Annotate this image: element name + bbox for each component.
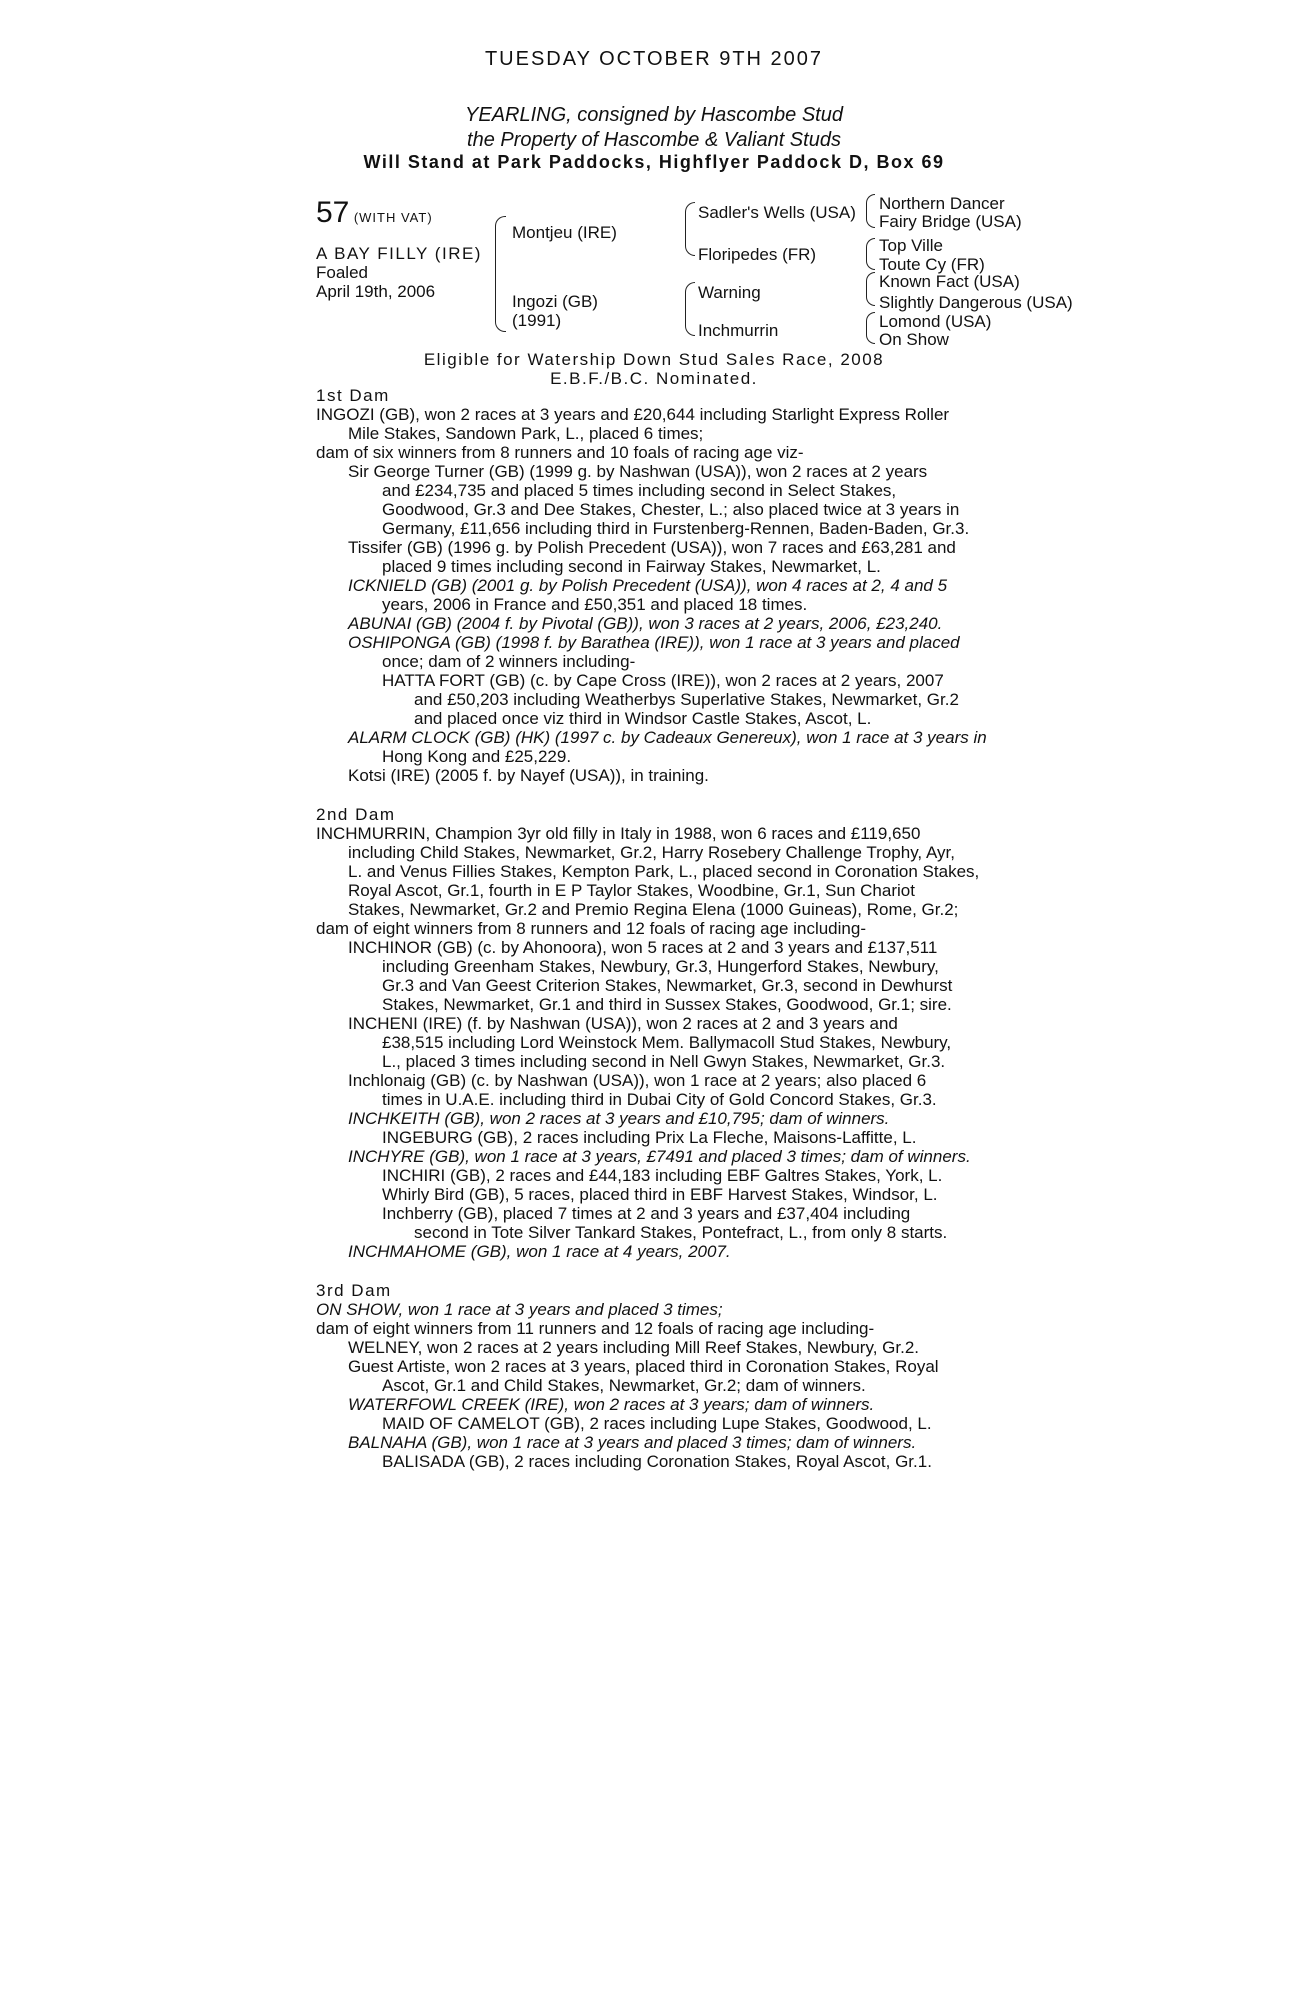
second-dam-line: INCHIRI (GB), 2 races and £44,183 including EBF Galtres Stakes, York, L.	[382, 1166, 943, 1185]
pedigree-gen3-2: Fairy Bridge (USA)	[879, 212, 1022, 231]
first-dam-line: Mile Stakes, Sandown Park, L., placed 6 times;	[348, 424, 704, 443]
second-dam-line: INCHMURRIN, Champion 3yr old filly in Italy in 1988, won 6 races and £119,650	[316, 824, 921, 843]
second-dam-line: Royal Ascot, Gr.1, fourth in E P Taylor Stakes, Woodbine, Gr.1, Sun Chariot	[348, 881, 915, 900]
first-dam-line: dam of six winners from 8 runners and 10 foals of racing age viz-	[316, 443, 804, 462]
second-dam-line: times in U.A.E. including third in Dubai City of Gold Concord Stakes, Gr.3.	[382, 1090, 937, 1109]
foaled-date: April 19th, 2006	[316, 282, 436, 301]
first-dam-line: OSHIPONGA (GB) (1998 f. by Barathea (IRE)), won 1 race at 3 years and placed	[348, 633, 960, 652]
stand-location: Will Stand at Park Paddocks, Highflyer Paddock D, Box 69	[363, 152, 945, 172]
first-dam-line: Hong Kong and £25,229.	[382, 747, 572, 766]
second-dam-line: £38,515 including Lord Weinstock Mem. Ballymacoll Stud Stakes, Newbury,	[382, 1033, 952, 1052]
first-dam-line: Kotsi (IRE) (2005 f. by Nayef (USA)), in training.	[348, 766, 709, 785]
pedigree-gen3-6: Slightly Dangerous (USA)	[879, 293, 1073, 312]
lot-number-block	[316, 196, 433, 230]
second-dam-line: INCHKEITH (GB), won 2 races at 3 years and £10,795; dam of winners.	[348, 1109, 890, 1128]
first-dam-line: Goodwood, Gr.3 and Dee Stakes, Chester, L.; also placed twice at 3 years in	[382, 500, 960, 519]
pedigree-brace-sire	[685, 202, 695, 256]
consignor-line: YEARLING, consigned by Hascombe Stud	[465, 104, 843, 126]
pedigree-gen3-8: On Show	[879, 330, 949, 349]
lot-number: 57	[316, 196, 350, 229]
pedigree-gen3-4: Toute Cy (FR)	[879, 255, 985, 274]
pedigree-dam-year: (1991)	[512, 311, 562, 330]
third-dam-line: Ascot, Gr.1 and Child Stakes, Newmarket, Gr.2; dam of winners.	[382, 1376, 866, 1395]
first-dam-line: ALARM CLOCK (GB) (HK) (1997 c. by Cadeaux Genereux), won 1 race at 3 years in	[348, 728, 987, 747]
pedigree-gen3-1: Northern Dancer	[879, 194, 1005, 213]
pedigree-gen3-3: Top Ville	[879, 236, 943, 255]
lot-horse-name: A BAY FILLY (IRE)	[316, 244, 482, 263]
pedigree-dam-sire: Warning	[698, 283, 761, 302]
first-dam-line: once; dam of 2 winners including-	[382, 652, 636, 671]
first-dam-line: Tissifer (GB) (1996 g. by Polish Precedent (USA)), won 7 races and £63,281 and	[348, 538, 956, 557]
second-dam-line: including Child Stakes, Newmarket, Gr.2, Harry Rosebery Challenge Trophy, Ayr,	[348, 843, 955, 862]
second-dam-line: Stakes, Newmarket, Gr.1 and third in Sussex Stakes, Goodwood, Gr.1; sire.	[382, 995, 952, 1014]
pedigree-brace-g12	[866, 194, 875, 228]
third-dam-line: WATERFOWL CREEK (IRE), won 2 races at 3 years; dam of winners.	[348, 1395, 875, 1414]
second-dam-line: L., placed 3 times including second in Nell Gwyn Stakes, Newmarket, Gr.3.	[382, 1052, 946, 1071]
pedigree-sire-sire: Sadler's Wells (USA)	[698, 203, 856, 222]
second-dam-line: INCHYRE (GB), won 1 race at 3 years, £7491 and placed 3 times; dam of winners.	[348, 1147, 971, 1166]
second-dam-line: Gr.3 and Van Geest Criterion Stakes, Newmarket, Gr.3, second in Dewhurst	[382, 976, 953, 995]
pedigree-dam: Ingozi (GB)	[512, 292, 598, 311]
second-dam-line: Stakes, Newmarket, Gr.2 and Premio Regina Elena (1000 Guineas), Rome, Gr.2;	[348, 900, 959, 919]
pedigree-gen3-5: Known Fact (USA)	[879, 272, 1020, 291]
first-dam-line: Germany, £11,656 including third in Furstenberg-Rennen, Baden-Baden, Gr.3.	[382, 519, 970, 538]
eligibility-line: Eligible for Watership Down Stud Sales Race, 2008	[423, 350, 885, 369]
foaled-label: Foaled	[316, 263, 368, 282]
pedigree-sire: Montjeu (IRE)	[512, 223, 617, 242]
first-dam-heading: 1st Dam	[316, 386, 390, 405]
second-dam-line: INCHINOR (GB) (c. by Ahonoora), won 5 races at 2 and 3 years and £137,511	[348, 938, 938, 957]
pedigree-dam-dam: Inchmurrin	[698, 321, 779, 340]
first-dam-line: years, 2006 in France and £50,351 and placed 18 times.	[382, 595, 808, 614]
first-dam-line: ABUNAI (GB) (2004 f. by Pivotal (GB)), won 3 races at 2 years, 2006, £23,240.	[348, 614, 943, 633]
third-dam-line: ON SHOW, won 1 race at 3 years and placed 3 times;	[316, 1300, 723, 1319]
second-dam-line: INGEBURG (GB), 2 races including Prix La Fleche, Maisons-Laffitte, L.	[382, 1128, 917, 1147]
second-dam-line: Inchberry (GB), placed 7 times at 2 and 3 years and £37,404 including	[382, 1204, 911, 1223]
second-dam-line: INCHENI (IRE) (f. by Nashwan (USA)), won 2 races at 2 and 3 years and	[348, 1014, 898, 1033]
property-line: the Property of Hascombe & Valiant Studs	[467, 129, 841, 151]
first-dam-line: placed 9 times including second in Fairway Stakes, Newmarket, L.	[382, 557, 881, 576]
second-dam-line: INCHMAHOME (GB), won 1 race at 4 years, 2007.	[348, 1242, 731, 1261]
first-dam-line: and £50,203 including Weatherbys Superlative Stakes, Newmarket, Gr.2	[414, 690, 959, 709]
sale-date: TUESDAY OCTOBER 9TH 2007	[484, 48, 824, 70]
second-dam-line: dam of eight winners from 8 runners and 12 foals of racing age including-	[316, 919, 866, 938]
second-dam-heading: 2nd Dam	[316, 805, 396, 824]
third-dam-line: MAID OF CAMELOT (GB), 2 races including Lupe Stakes, Goodwood, L.	[382, 1414, 932, 1433]
third-dam-line: Guest Artiste, won 2 races at 3 years, placed third in Coronation Stakes, Royal	[348, 1357, 939, 1376]
second-dam-line: including Greenham Stakes, Newbury, Gr.3, Hungerford Stakes, Newbury,	[382, 957, 939, 976]
pedigree-brace-g56	[866, 272, 875, 306]
second-dam-line: Inchlonaig (GB) (c. by Nashwan (USA)), won 1 race at 2 years; also placed 6	[348, 1071, 927, 1090]
first-dam-line: and placed once viz third in Windsor Castle Stakes, Ascot, L.	[414, 709, 872, 728]
first-dam-line: HATTA FORT (GB) (c. by Cape Cross (IRE)), won 2 races at 2 years, 2007	[382, 671, 944, 690]
pedigree-brace-dam	[685, 282, 695, 336]
first-dam-line: INGOZI (GB), won 2 races at 3 years and £20,644 including Starlight Express Roller	[316, 405, 950, 424]
pedigree-gen3-7: Lomond (USA)	[879, 312, 992, 331]
vat-label: (WITH VAT)	[353, 210, 433, 225]
second-dam-line: second in Tote Silver Tankard Stakes, Pontefract, L., from only 8 starts.	[414, 1223, 948, 1242]
pedigree-brace-parents	[495, 216, 506, 332]
second-dam-line: L. and Venus Fillies Stakes, Kempton Park, L., placed second in Coronation Stakes,	[348, 862, 980, 881]
third-dam-line: WELNEY, won 2 races at 2 years including Mill Reef Stakes, Newbury, Gr.2.	[348, 1338, 920, 1357]
first-dam-line: Sir George Turner (GB) (1999 g. by Nashwan (USA)), won 2 races at 2 years	[348, 462, 928, 481]
pedigree-sire-dam: Floripedes (FR)	[698, 245, 817, 264]
first-dam-line: and £234,735 and placed 5 times including second in Select Stakes,	[382, 481, 897, 500]
first-dam-line: ICKNIELD (GB) (2001 g. by Polish Precedent (USA)), won 4 races at 2, 4 and 5	[348, 576, 948, 595]
second-dam-line: Whirly Bird (GB), 5 races, placed third in EBF Harvest Stakes, Windsor, L.	[382, 1185, 938, 1204]
nomination-line: E.B.F./B.C. Nominated.	[550, 369, 758, 388]
third-dam-line: BALISADA (GB), 2 races including Coronation Stakes, Royal Ascot, Gr.1.	[382, 1452, 932, 1471]
third-dam-line: BALNAHA (GB), won 1 race at 3 years and placed 3 times; dam of winners.	[348, 1433, 917, 1452]
third-dam-line: dam of eight winners from 11 runners and 12 foals of racing age including-	[316, 1319, 875, 1338]
pedigree-brace-g34	[866, 238, 875, 270]
pedigree-brace-g78	[866, 312, 875, 344]
third-dam-heading: 3rd Dam	[316, 1281, 392, 1300]
